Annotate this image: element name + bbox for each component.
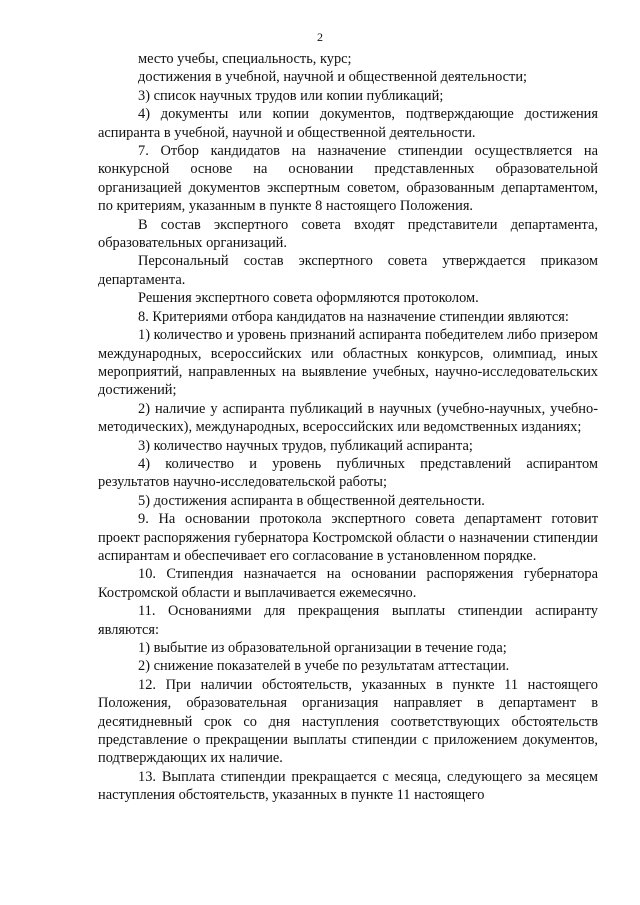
page-number: 2 [317,30,323,44]
paragraph: место учебы, специальность, курс; [138,51,352,67]
paragraph: 10. Стипендия назначается на основании распоряжения губернатора Костромской области и выплачивается ежемесячно. [98,566,598,601]
list-item: 1) выбытие из образовательной организации в течение года; [138,640,507,656]
list-item: 4) количество и уровень публичных представлений аспирантом результатов научно-исследовательской работы; [98,455,598,491]
paragraph: 8. Критериями отбора кандидатов на назначение стипендии являются: [138,308,569,325]
list-item: 2) наличие у аспиранта публикаций в научных (учебно-научных, учебно-методических), международных, всероссийских или ведомственных изданиях; [98,400,598,436]
paragraph: 3) список научных трудов или копии публикаций; [138,87,444,104]
paragraph: 7. Отбор кандидатов на назначение стипендии осуществляется на конкурсной основе на основании представленных образовательной организацией документов экспертным советом, образованным департаментом, по критериям, указанным в пункте 8 настоящего Положения. [98,143,598,215]
paragraph: Персональный состав экспертного совета утверждается приказом департамента. [98,253,598,288]
list-item: 3) количество научных трудов, публикаций аспиранта; [138,437,473,454]
paragraph: 13. Выплата стипендии прекращается с месяца, следующего за месяцем наступления обстоятельств, указанных в пункте 11 настоящего [98,768,598,804]
document-body [98,50,598,805]
paragraph: В состав экспертного совета входят представители департамента, образовательных организаций. [98,216,598,252]
list-item: 2) снижение показателей в учебе по результатам аттестации. [138,658,510,675]
list-item: 1) количество и уровень признаний аспиранта победителем либо призером международных, всероссийских или областных конкурсов, олимпиад, иных мероприятий, направленных на выявление учебных, научно-исследовательских достижений; [98,327,598,399]
list-item: 5) достижения аспиранта в общественной деятельности. [138,492,485,509]
paragraph: 4) документы или копии документов, подтверждающие достижения аспиранта в учебной, научной и общественной деятельности. [98,106,598,141]
paragraph: 11. Основаниями для прекращения выплаты стипендии аспиранту являются: [98,603,598,638]
paragraph: достижения в учебной, научной и общественной деятельности; [138,69,528,86]
paragraph: 12. При наличии обстоятельств, указанных в пункте 11 настоящего Положения, образовательная организация направляет в департамент в десятидневный срок со дня наступления соответствующих обстоятельств представление о прекращении выплаты стипендии с приложением документов, подтверждающих их наличие. [98,676,598,767]
paragraph: Решения экспертного совета оформляются протоколом. [138,290,479,307]
paragraph: 9. На основании протокола экспертного совета департамент готовит проект распоряжения губернатора Костромской области о назначении стипендии аспирантам и обеспечивает его согласование в установленном порядке. [98,511,598,564]
